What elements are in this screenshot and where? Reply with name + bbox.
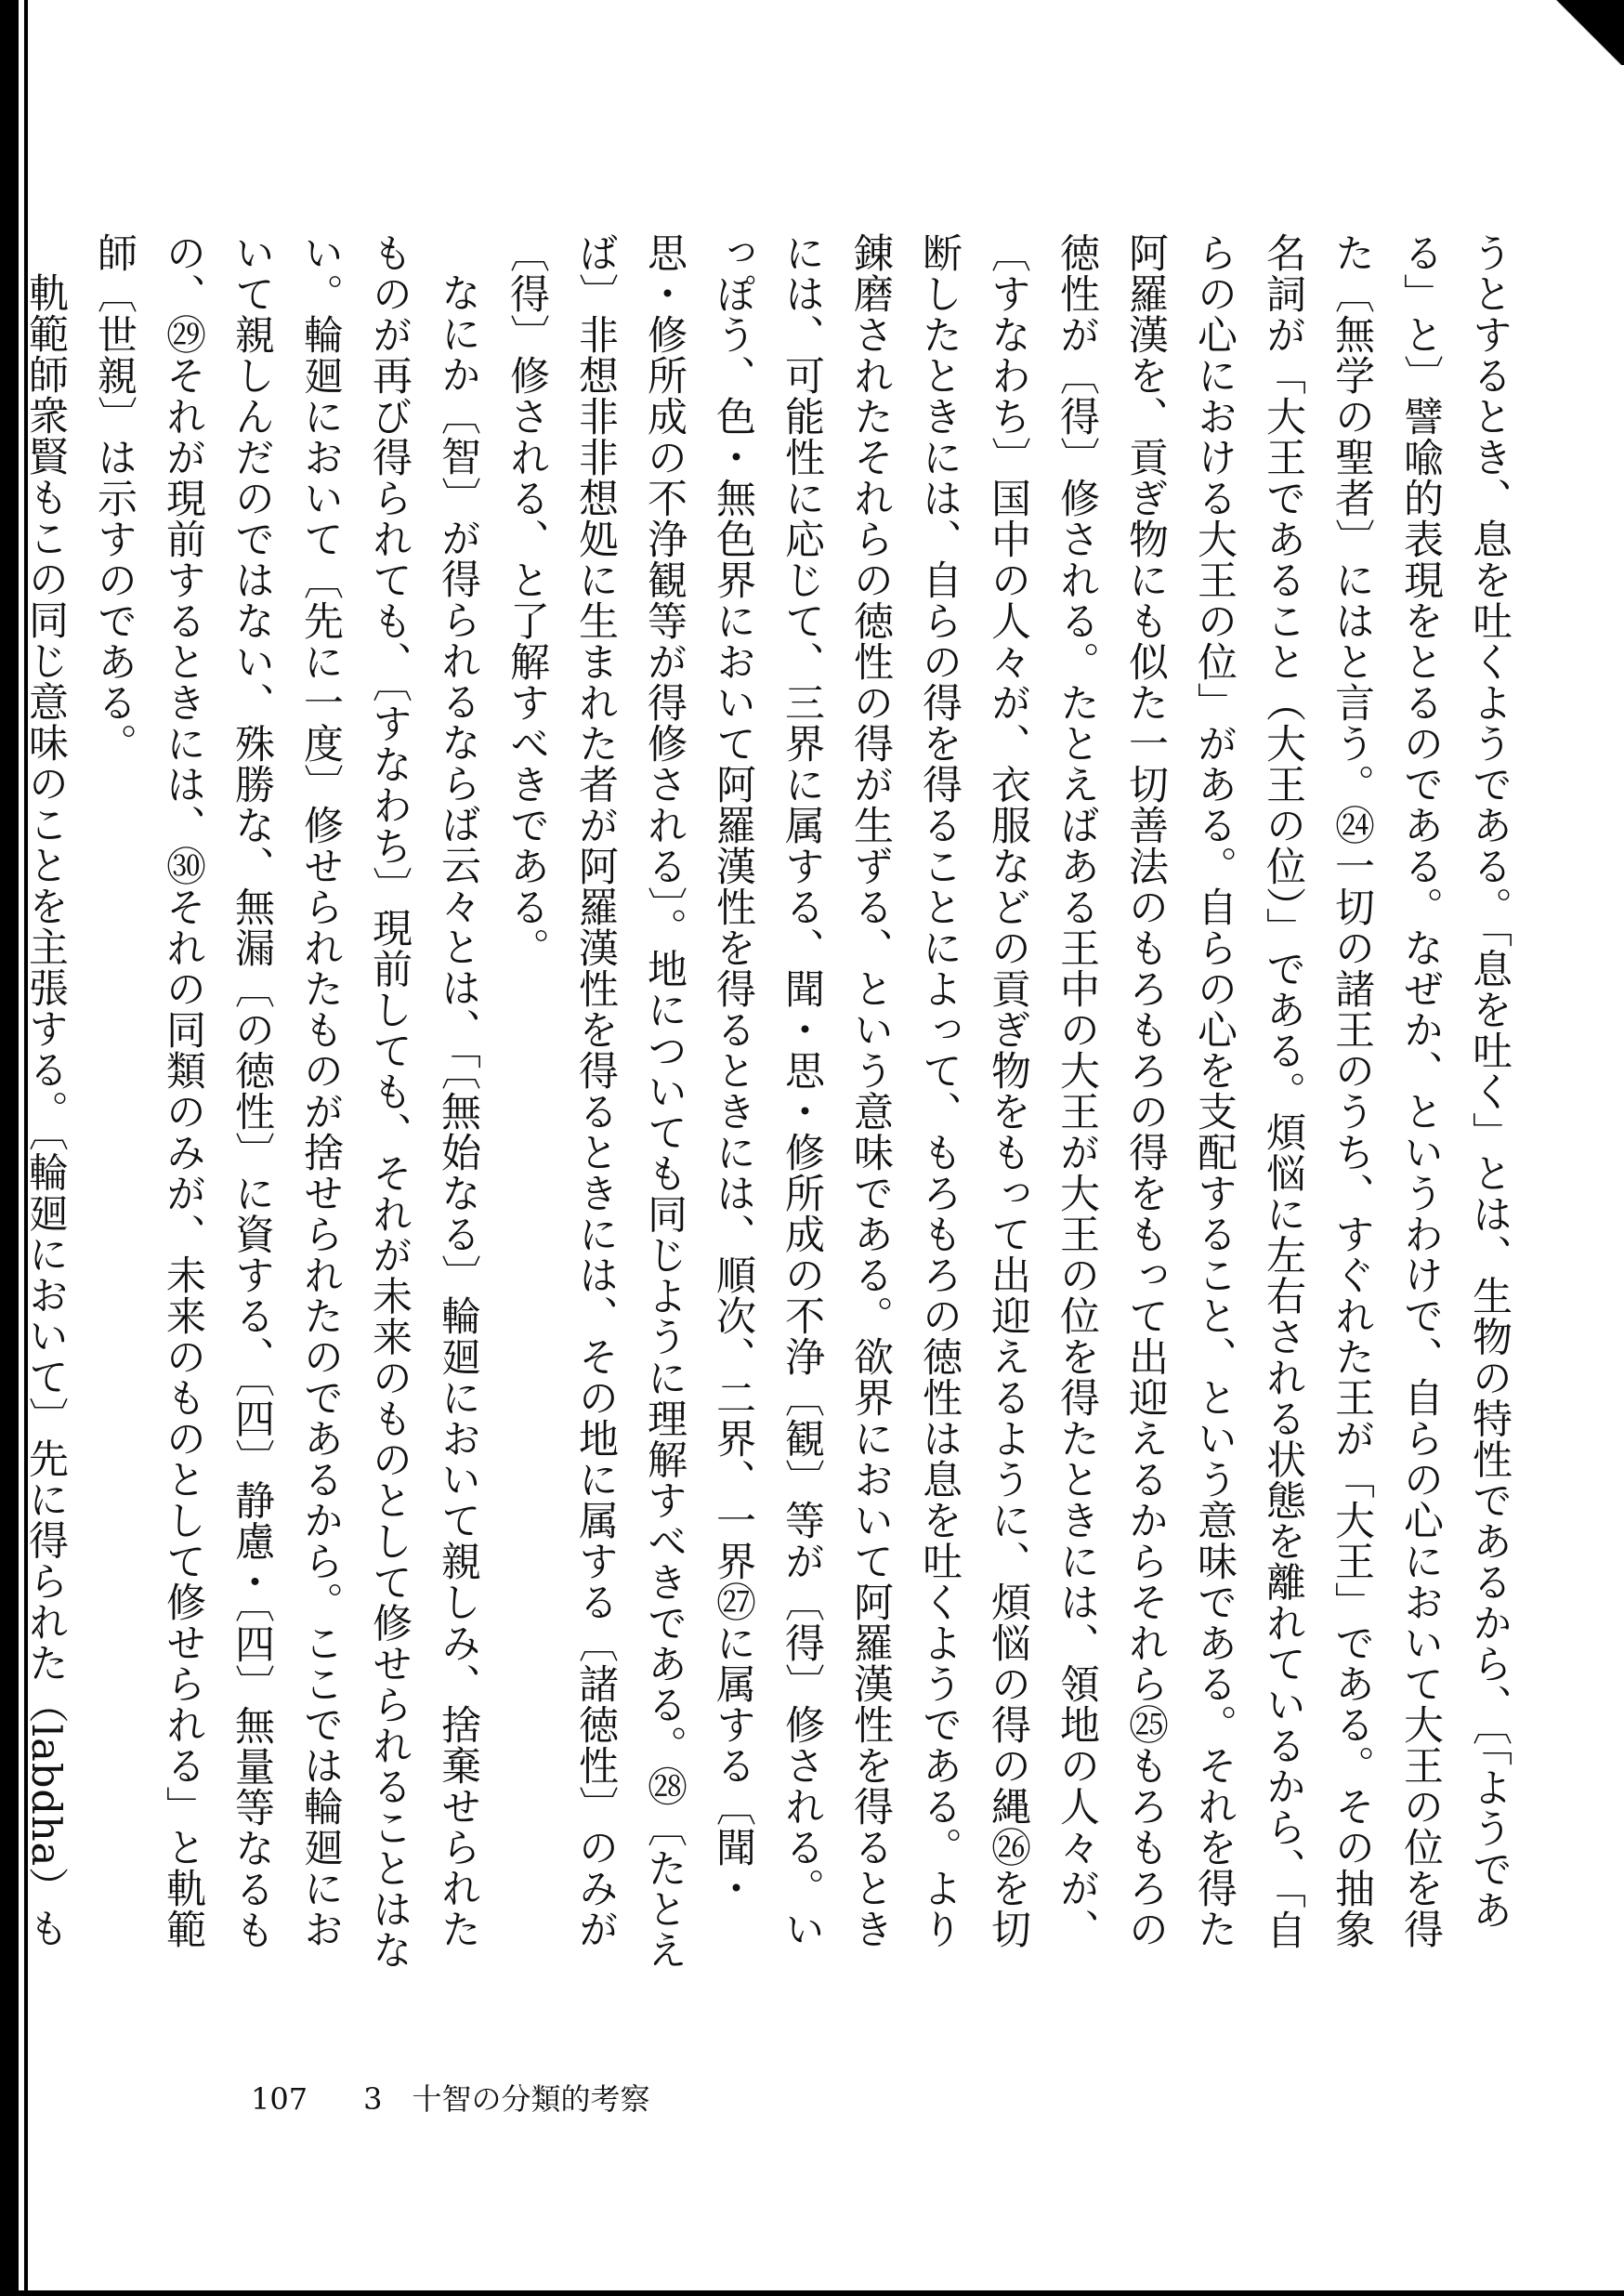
vertical-text-body [22, 232, 1524, 1979]
scan-edge-bottom [0, 2290, 1624, 2296]
scan-corner [1540, 0, 1624, 65]
paragraph-2: なにか〔智〕が得られるならば云々とは、「〔無始なる〕輪廻において親しみ、捨棄せられたものが再び得られても、〔すなわち〕現前しても、それが未来のものとして修せられることはない。輪廻において〔先に一度〕修せられたものが捨せられたのであるから。ここでは輪廻において親しんだのではない、殊勝な、無漏〔の徳性〕に資する、〔四〕静慮・〔四〕無量等なるもの、㉙それが現前するときには、㉚それの同類のみが、未来のものとして修せられる」と軌範師〔世親〕は示すのである。 [91, 232, 481, 1971]
running-head: 3 十智の分類的考察 [363, 2081, 650, 2117]
paragraph-1: うとするとき、息を吐くようである。「息を吐く」とは、生物の特性であるから、〔「ようである」と〕譬喩的表現をとるのである。なぜか、というわけで、自らの心において大王の位を得た〔無学の聖者〕にはと言う。㉔一切の諸王のうち、すぐれた王が「大王」である。その抽象名詞が「大王であること（大王の位）」である。煩悩に左右される状態を離れているから、「自らの心における大王の位」がある。自らの心を支配すること、という意味である。それを得た阿羅漢を、貢ぎ物にも似た一切善法のもろもろの得をもって出迎えるからそれら㉕もろもろの徳性が〔得〕修される。たとえばある王中の大王が大王の位を得たときには、領地の人々が、〔すなわち〕国中の人々が、衣服などの貢ぎ物をもって出迎えるように、煩悩の得の縄㉖を切断したときには、自らの得を得ることによって、もろもろの徳性は息を吐くようである。より錬磨されたそれらの徳性の得が生ずる、という意味である。欲界において阿羅漢性を得るときには、可能性に応じて、三界に属する、聞・思・修所成の不浄〔観〕等が〔得〕修される。いっぽう、色・無色界において阿羅漢性を得るときには、順次、二界、一界㉗に属する〔聞・思・修所成の不浄観等が得修される〕。地についても同じように理解すべきである。㉘〔たとえば〕非想非非想処に生まれた者が阿羅漢性を得るときには、その地に属する〔諸徳性〕のみが〔得〕修される、と了解すべきである。 [504, 232, 1513, 1971]
paragraph-3: 軌範師衆賢もこの同じ意味のことを主張する。〔輪廻において〕先に得られた（labdha）も [22, 272, 69, 1949]
page-footer [251, 2076, 649, 2119]
page-number: 107 [251, 2081, 308, 2117]
